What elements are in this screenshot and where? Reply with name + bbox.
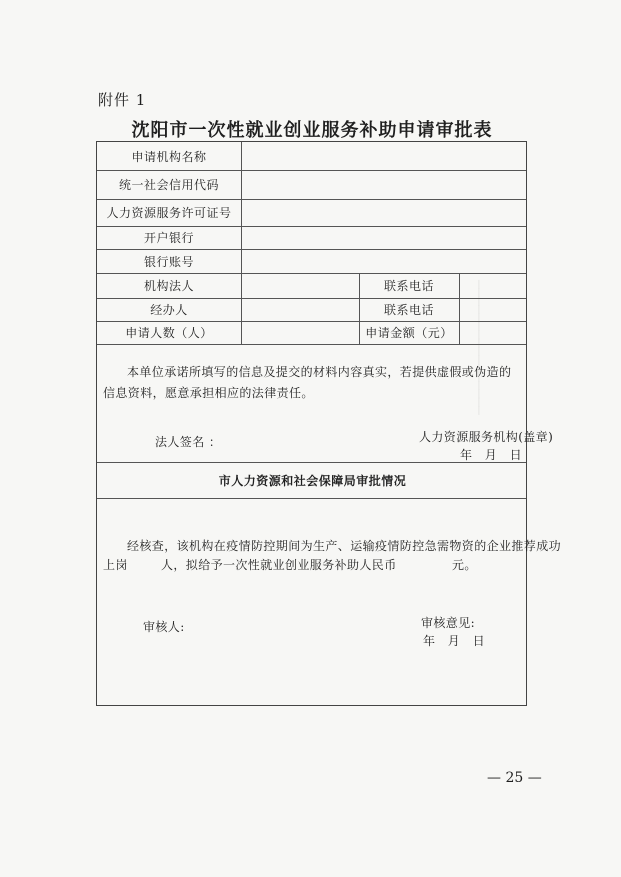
input-applicant-count[interactable] [241,321,359,344]
input-credit-code[interactable] [241,170,528,199]
opinion-label: 审核意见: [421,616,476,630]
approval-text-prefix: 上岗 [103,558,128,572]
date-line-1: 年 月 日 [460,448,523,462]
label-credit-code: 统一社会信用代码 [118,178,219,192]
input-handler[interactable] [241,298,359,321]
label-org-name: 申请机构名称 [131,149,207,164]
approval-text-middle: 人，拟给予一次性就业创业服务补助人民币 [161,558,397,572]
seal-label: 人力资源服务机构(盖章) [419,430,554,444]
label-amount: 申请金额（元） [365,326,453,340]
legal-signature-label: 法人签名 ： [155,435,222,449]
date-line-2: 年 月 日 [423,634,486,648]
label-account: 银行账号 [143,254,194,269]
input-bank[interactable] [241,226,528,249]
approval-section-header: 市人力资源和社会保障局审批情况 [218,473,407,488]
label-phone-1: 联系电话 [383,279,434,293]
label-phone-2: 联系电话 [383,303,434,317]
input-amount[interactable] [459,321,528,344]
bleed-through-mark: ──────────────── [470,280,486,415]
form-title: 沈阳市一次性就业创业服务补助申请审批表 [131,120,493,141]
approval-text-line-1: 经核查，该机构在疫情防控期间为生产、运输疫情防控急需物资的企业推荐成功 [127,539,562,553]
input-org-name[interactable] [241,142,528,170]
application-form-table [96,141,562,706]
label-handler: 经办人 [150,303,188,317]
page-number: — 25 — [487,770,542,786]
label-legal-rep: 机构法人 [143,279,194,293]
input-phone-1[interactable] [459,273,528,298]
label-license-no: 人力资源服务许可证号 [106,206,232,220]
promise-statement: 本单位承诺所填写的信息及提交的材料内容真实，若提供虚假或伪造的信息资料，愿意承担相应的法律责任。 [103,365,512,400]
input-legal-rep[interactable] [241,273,359,298]
input-account[interactable] [241,249,528,273]
label-applicant-count: 申请人数（人） [125,326,213,340]
input-license-no[interactable] [241,199,528,226]
reviewer-label: 审核人: [143,620,185,634]
approval-text-suffix: 元。 [452,558,477,572]
attachment-label: 附件 1 [98,91,147,109]
label-bank: 开户银行 [143,231,194,245]
input-phone-2[interactable] [459,298,528,321]
